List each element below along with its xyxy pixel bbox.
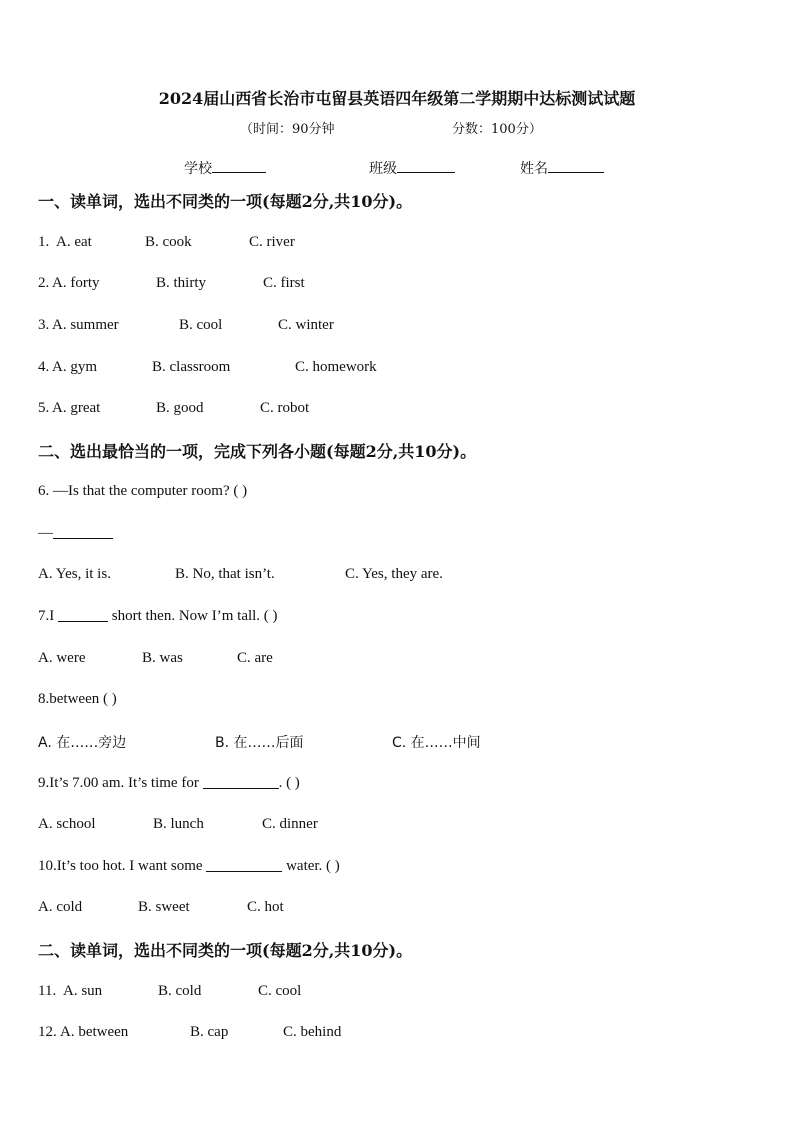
question-11: [38, 983, 778, 1003]
class-label: 班级: [369, 161, 397, 177]
question-number: 2.: [38, 275, 50, 291]
fill-blank[interactable]: [203, 776, 279, 789]
option-b: B. 在……后面: [215, 735, 304, 751]
option-c: C. robot: [260, 400, 310, 416]
option-c: C. winter: [278, 317, 334, 333]
question-2: [38, 275, 778, 295]
question-7-options: [38, 650, 778, 670]
option-c: C. are: [237, 650, 273, 666]
option-c: C. first: [263, 275, 305, 291]
question-10-options: [38, 899, 778, 919]
stem-start: 9.It’s 7.00 am. It’s time for: [38, 775, 203, 791]
question-number: 11.: [38, 983, 57, 999]
school-field: [184, 158, 266, 178]
question-6-stem: 6. —Is that the computer room? ( ): [38, 483, 248, 499]
fill-blank[interactable]: [206, 859, 282, 872]
option-a: A. 在……旁边: [38, 735, 127, 751]
question-number: 4.: [38, 359, 50, 375]
question-6-answer-line: [38, 525, 113, 542]
question-6-options: [38, 566, 778, 586]
option-c: C. cool: [258, 983, 302, 999]
question-7-stem: [38, 608, 278, 625]
option-b: B. cook: [145, 234, 192, 250]
option-a: A. forty: [52, 275, 100, 291]
name-blank[interactable]: [548, 158, 604, 173]
option-c: C. river: [249, 234, 295, 250]
option-a: A. between: [60, 1024, 129, 1040]
name-label: 姓名: [520, 161, 548, 177]
option-b: B. cool: [179, 317, 223, 333]
question-8-stem: 8.between ( ): [38, 691, 117, 707]
option-a: A. Yes, it is.: [38, 566, 111, 582]
question-10-stem: [38, 858, 340, 875]
question-number: 3.: [38, 317, 50, 333]
class-blank[interactable]: [397, 158, 455, 173]
question-3: [38, 317, 778, 337]
option-c: C. Yes, they are.: [345, 566, 443, 582]
question-4: [38, 359, 778, 379]
question-number: 12.: [38, 1024, 57, 1040]
option-b: B. cold: [158, 983, 202, 999]
page-title: 2024届山西省长治市屯留县英语四年级第二学期期中达标测试试题: [158, 89, 636, 108]
option-a: A. great: [52, 400, 101, 416]
option-a: A. summer: [52, 317, 119, 333]
section-heading-3: 二、读单词，选出不同类的一项(每题2分,共10分)。: [38, 941, 413, 960]
section-heading-2: 二、选出最恰当的一项，完成下列各小题(每题2分,共10分)。: [38, 442, 477, 461]
question-number: 1.: [38, 234, 50, 250]
option-a: A. sun: [63, 983, 103, 999]
option-a: A. cold: [38, 899, 83, 915]
question-9-options: [38, 816, 778, 836]
option-a: A. were: [38, 650, 86, 666]
school-label: 学校: [184, 161, 212, 177]
fill-blank[interactable]: [58, 609, 108, 622]
exam-score: 分数：100分）: [452, 122, 542, 137]
class-field: [369, 158, 455, 178]
stem-end: . ( ): [278, 775, 300, 791]
option-b: B. No, that isn’t.: [175, 566, 275, 582]
option-a: A. eat: [56, 234, 92, 250]
question-12: [38, 1024, 778, 1044]
question-8-options: [38, 732, 778, 752]
question-9-stem: [38, 775, 300, 792]
question-5: [38, 400, 778, 420]
question-number: 5.: [38, 400, 50, 416]
option-b: B. sweet: [138, 899, 190, 915]
option-c: C. dinner: [262, 816, 318, 832]
name-field: [520, 158, 604, 178]
option-b: B. good: [156, 400, 204, 416]
stem-start: 7.I: [38, 608, 58, 624]
school-blank[interactable]: [212, 158, 266, 173]
section-heading-1: 一、读单词，选出不同类的一项(每题2分,共10分)。: [38, 192, 413, 211]
option-b: B. classroom: [152, 359, 231, 375]
exam-time: （时间：90分钟: [240, 122, 335, 137]
question-1: [38, 234, 778, 254]
answer-blank[interactable]: [53, 526, 113, 539]
option-b: B. cap: [190, 1024, 229, 1040]
answer-dash: —: [38, 525, 53, 541]
option-c: C. hot: [247, 899, 284, 915]
option-a: A. gym: [52, 359, 97, 375]
option-b: B. was: [142, 650, 183, 666]
stem-end: water. ( ): [282, 858, 340, 874]
option-b: B. lunch: [153, 816, 204, 832]
option-c: C. 在……中间: [392, 735, 481, 751]
option-a: A. school: [38, 816, 96, 832]
stem-start: 10.It’s too hot. I want some: [38, 858, 207, 874]
option-b: B. thirty: [156, 275, 207, 291]
stem-end: short then. Now I’m tall. ( ): [108, 608, 278, 624]
option-c: C. homework: [295, 359, 377, 375]
option-c: C. behind: [283, 1024, 342, 1040]
